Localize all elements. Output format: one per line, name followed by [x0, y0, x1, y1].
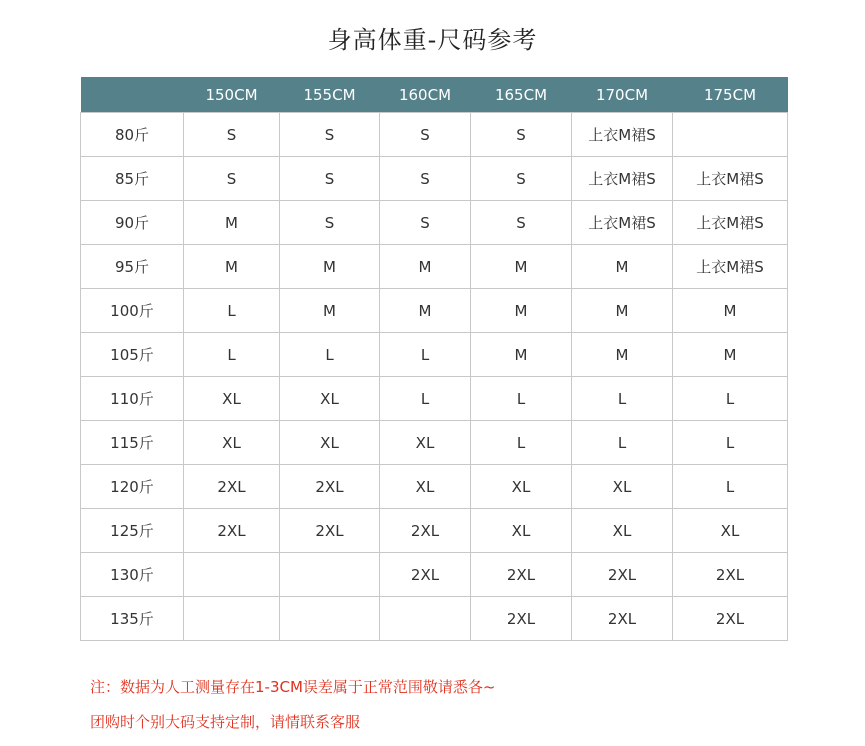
size-cell: M — [572, 245, 673, 289]
size-cell: L — [673, 377, 788, 421]
size-cell: M — [380, 289, 471, 333]
weight-cell: 80斤 — [81, 113, 184, 157]
size-cell: M — [471, 289, 572, 333]
weight-cell: 95斤 — [81, 245, 184, 289]
size-cell: S — [380, 157, 471, 201]
size-cell: L — [673, 421, 788, 465]
size-cell: L — [572, 377, 673, 421]
weight-cell: 90斤 — [81, 201, 184, 245]
size-cell: S — [471, 201, 572, 245]
table-row — [81, 509, 788, 553]
size-cell: M — [673, 289, 788, 333]
size-cell: L — [471, 421, 572, 465]
size-cell: 上衣M裙S — [572, 113, 673, 157]
size-cell — [184, 597, 280, 641]
size-cell: M — [184, 245, 280, 289]
size-cell: L — [380, 377, 471, 421]
column-header: 150CM — [184, 77, 280, 113]
size-cell: L — [673, 465, 788, 509]
size-cell: 2XL — [280, 509, 380, 553]
size-cell: 2XL — [572, 597, 673, 641]
column-header: 175CM — [673, 77, 788, 113]
size-cell: M — [280, 289, 380, 333]
size-cell: L — [471, 377, 572, 421]
custom-size-note: 团购时个别大码支持定制，请情联系客服 — [90, 713, 361, 731]
size-cell: L — [380, 333, 471, 377]
size-cell: XL — [471, 465, 572, 509]
size-cell — [280, 597, 380, 641]
table-row — [81, 597, 788, 641]
table-row — [81, 245, 788, 289]
size-cell: XL — [184, 377, 280, 421]
weight-cell: 120斤 — [81, 465, 184, 509]
size-cell: XL — [280, 377, 380, 421]
size-cell: 2XL — [380, 553, 471, 597]
size-reference-table — [80, 77, 788, 641]
column-header: 155CM — [280, 77, 380, 113]
size-cell: S — [280, 157, 380, 201]
size-cell: 2XL — [471, 597, 572, 641]
size-cell: M — [471, 333, 572, 377]
size-cell: XL — [572, 509, 673, 553]
size-cell: 上衣M裙S — [673, 245, 788, 289]
size-cell: M — [471, 245, 572, 289]
size-cell: 2XL — [673, 553, 788, 597]
table-row — [81, 333, 788, 377]
size-cell: S — [280, 201, 380, 245]
table-body — [81, 113, 788, 641]
column-header: 170CM — [572, 77, 673, 113]
size-cell: M — [572, 289, 673, 333]
size-cell: 2XL — [572, 553, 673, 597]
size-cell: M — [280, 245, 380, 289]
table-row — [81, 157, 788, 201]
size-cell: XL — [280, 421, 380, 465]
size-cell: XL — [673, 509, 788, 553]
size-cell: 上衣M裙S — [673, 201, 788, 245]
size-cell: M — [380, 245, 471, 289]
table-row — [81, 465, 788, 509]
weight-cell: 105斤 — [81, 333, 184, 377]
size-cell: S — [184, 157, 280, 201]
size-cell: S — [280, 113, 380, 157]
size-cell: S — [471, 113, 572, 157]
size-cell: 2XL — [380, 509, 471, 553]
size-cell: S — [184, 113, 280, 157]
size-cell: 2XL — [673, 597, 788, 641]
header-row — [81, 77, 788, 113]
size-cell — [184, 553, 280, 597]
size-cell: M — [572, 333, 673, 377]
table-row — [81, 113, 788, 157]
size-cell: XL — [471, 509, 572, 553]
weight-cell: 130斤 — [81, 553, 184, 597]
table-row — [81, 289, 788, 333]
column-header: 165CM — [471, 77, 572, 113]
size-cell: L — [184, 333, 280, 377]
size-cell: 上衣M裙S — [572, 201, 673, 245]
size-cell: S — [380, 113, 471, 157]
size-cell: 上衣M裙S — [572, 157, 673, 201]
weight-cell: 100斤 — [81, 289, 184, 333]
size-cell: 2XL — [184, 465, 280, 509]
size-cell — [280, 553, 380, 597]
weight-cell: 125斤 — [81, 509, 184, 553]
size-cell: 2XL — [184, 509, 280, 553]
size-cell: 2XL — [471, 553, 572, 597]
weight-cell: 110斤 — [81, 377, 184, 421]
header-corner-cell — [81, 77, 184, 113]
table-row — [81, 553, 788, 597]
table-header — [81, 77, 788, 113]
size-cell: XL — [380, 421, 471, 465]
size-cell: XL — [380, 465, 471, 509]
size-cell: L — [280, 333, 380, 377]
size-cell: M — [184, 201, 280, 245]
table-row — [81, 201, 788, 245]
size-cell: S — [380, 201, 471, 245]
measurement-note: 注：数据为人工测量存在1-3CM误差属于正常范围敬请悉各~ — [90, 678, 496, 696]
size-cell: 上衣M裙S — [673, 157, 788, 201]
size-cell: S — [471, 157, 572, 201]
weight-cell: 115斤 — [81, 421, 184, 465]
size-cell: 2XL — [280, 465, 380, 509]
size-cell: XL — [572, 465, 673, 509]
size-cell — [673, 113, 788, 157]
weight-cell: 135斤 — [81, 597, 184, 641]
table-row — [81, 377, 788, 421]
column-header: 160CM — [380, 77, 471, 113]
size-cell: L — [184, 289, 280, 333]
page-title: 身高体重-尺码参考 — [327, 26, 538, 54]
size-cell — [380, 597, 471, 641]
size-cell: L — [572, 421, 673, 465]
size-cell: XL — [184, 421, 280, 465]
table-row — [81, 421, 788, 465]
size-cell: M — [673, 333, 788, 377]
weight-cell: 85斤 — [81, 157, 184, 201]
